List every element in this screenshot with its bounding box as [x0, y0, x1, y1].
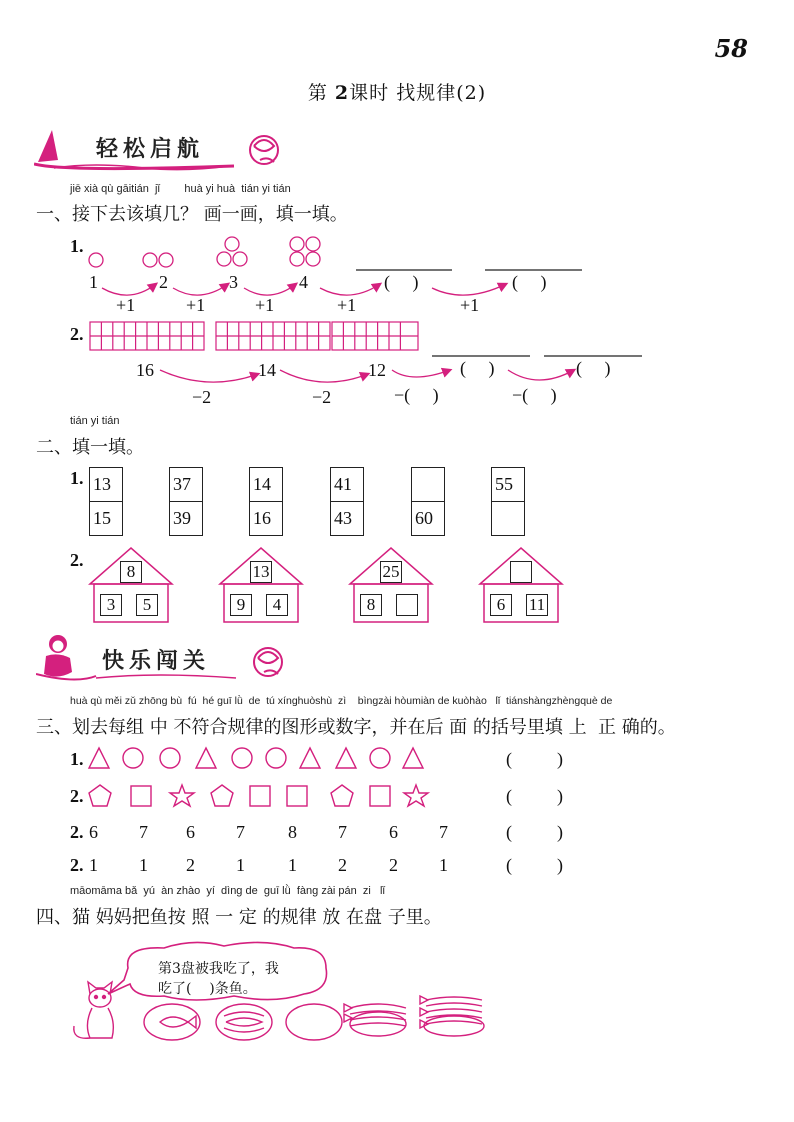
house-left-box: 3	[100, 594, 122, 616]
square-icon	[131, 786, 151, 806]
q2-heading: 二、填一填。	[36, 437, 144, 458]
sequence-number[interactable]: 1	[439, 855, 448, 875]
section-banner-start	[34, 126, 294, 172]
house-left-box: 8	[360, 594, 382, 616]
q3-row-label: 1.	[70, 749, 84, 769]
circle-icon	[225, 237, 239, 251]
sequence-number[interactable]: 2	[389, 855, 398, 875]
house-right-box: 5	[136, 594, 158, 616]
sequence-number[interactable]: 7	[338, 822, 347, 842]
seq1-step-label: +1	[116, 295, 136, 315]
house-top-box: 8	[120, 561, 142, 583]
q1-heading: 一、接下去该填几？ 画一画，填一填。	[36, 204, 348, 225]
sequence-number[interactable]: 7	[236, 822, 245, 842]
house-left-box: 6	[490, 594, 512, 616]
house-right-box[interactable]	[396, 594, 418, 616]
pair-bottom-box[interactable]	[491, 501, 525, 536]
q2-pinyin: tián yi tián	[70, 415, 120, 427]
pair-bottom-box: 43	[330, 501, 364, 536]
page-title	[0, 78, 794, 105]
house-top-box: 25	[380, 561, 402, 583]
triangle-icon	[403, 748, 423, 768]
circle-icon	[306, 252, 320, 266]
seq1-number: 1	[89, 272, 98, 292]
speech-bubble-line2: 吃了( )条鱼。	[158, 981, 257, 997]
plate-5-icon	[420, 996, 484, 1036]
cat-icon	[74, 982, 114, 1038]
q3-answer-blank[interactable]: ( )	[506, 786, 563, 806]
triangle-icon	[89, 748, 109, 768]
house-top-box[interactable]	[510, 561, 532, 583]
pair-bottom-box: 39	[169, 501, 203, 536]
plate-3-icon	[286, 1004, 342, 1040]
seq2-number: 12	[368, 360, 386, 380]
seq1-step-label: +1	[186, 295, 206, 315]
circle-icon	[123, 748, 143, 768]
q4-pinyin: māomāma bǎ yú àn zhào yí dìng de guī lǜ fàng zài pán zi lǐ	[70, 885, 385, 897]
q3-heading: 三、划去每组 中 不符合规律的图形或数字，并在后 面 的括号里填 上 正 确的。	[36, 717, 676, 738]
q3-row-label: 2.	[70, 855, 84, 875]
square-icon	[287, 786, 307, 806]
sequence-number[interactable]: 1	[236, 855, 245, 875]
sequence-number[interactable]: 2	[338, 855, 347, 875]
sequence-number[interactable]: 6	[389, 822, 398, 842]
plate-1-icon	[144, 1004, 200, 1040]
seq1-number: 2	[159, 272, 168, 292]
pair-top-box: 37	[169, 467, 203, 502]
pair-top-box: 41	[330, 467, 364, 502]
pair-top-box: 14	[249, 467, 283, 502]
seq1-number: 3	[229, 272, 238, 292]
q1-part2-label: 2.	[70, 324, 84, 344]
pair-bottom-box: 16	[249, 501, 283, 536]
seq2-step-blank[interactable]: −( )	[512, 385, 557, 405]
circle-icon	[143, 253, 157, 267]
shape-row-2	[86, 783, 436, 809]
circle-icon	[232, 748, 252, 768]
q3-answer-blank[interactable]: ( )	[506, 855, 563, 875]
speech-bubble-line1: 第3盘被我吃了，我	[158, 961, 279, 977]
seq2-number: 14	[258, 360, 276, 380]
circle-icon	[159, 253, 173, 267]
sequence-number[interactable]: 1	[89, 855, 98, 875]
circle-icon	[89, 253, 103, 267]
section-banner-challenge	[36, 632, 296, 684]
q2-part1-label: 1.	[70, 468, 84, 488]
seq2-answer-blank[interactable]: ( )	[576, 358, 611, 378]
triangle-icon	[196, 748, 216, 768]
seq1-step-label: +1	[255, 295, 275, 315]
sequence-number[interactable]: 1	[139, 855, 148, 875]
house-top-box: 13	[250, 561, 272, 583]
pentagon-icon	[211, 785, 233, 806]
circle-icon	[370, 748, 390, 768]
sequence-number[interactable]: 7	[439, 822, 448, 842]
square-icon	[370, 786, 390, 806]
pair-top-box: 55	[491, 467, 525, 502]
sequence-number[interactable]: 8	[288, 822, 297, 842]
q1-part1-label: 1.	[70, 236, 84, 256]
circle-icon	[306, 237, 320, 251]
grid-14-icon	[216, 322, 330, 350]
grid-12-icon	[332, 322, 418, 350]
star-icon	[404, 785, 428, 806]
banner-text: 轻松启航	[96, 137, 205, 162]
sequence-number[interactable]: 6	[186, 822, 195, 842]
seq2-step-blank[interactable]: −( )	[394, 385, 439, 405]
title-rest: 课时 找规律(2)	[349, 82, 487, 104]
pentagon-icon	[331, 785, 353, 806]
q3-row-label: 2.	[70, 822, 84, 842]
q3-row-label: 2.	[70, 786, 84, 806]
sequence-number[interactable]: 2	[186, 855, 195, 875]
cat-and-plates-illustration	[64, 938, 504, 1046]
seq1-step-label: +1	[460, 295, 480, 315]
plate-4-icon	[344, 1004, 406, 1036]
circle-icon	[290, 237, 304, 251]
seq2-answer-blank[interactable]: ( )	[460, 358, 495, 378]
triangle-icon	[300, 748, 320, 768]
seq2-step-label: −2	[192, 387, 212, 407]
seq1-answer-blank[interactable]: ( )	[384, 272, 419, 292]
sequence-number[interactable]: 7	[139, 822, 148, 842]
pentagon-icon	[89, 785, 111, 806]
square-icon	[250, 786, 270, 806]
q4-heading: 四、猫 妈妈把鱼按 照 一 定 的规律 放 在盘 子里。	[36, 907, 442, 928]
circle-icon	[217, 252, 231, 266]
triangle-icon	[336, 748, 356, 768]
plate-2-icon	[216, 1004, 272, 1040]
banner-text: 快乐闯关	[102, 649, 211, 674]
house-right-box: 11	[526, 594, 548, 616]
q3-answer-blank[interactable]: ( )	[506, 822, 563, 842]
q2-part2-label: 2.	[70, 550, 84, 570]
house-left-box: 9	[230, 594, 252, 616]
seq1-number: 4	[299, 272, 308, 292]
seq1-step-label: +1	[337, 295, 357, 315]
shape-row-1	[86, 746, 436, 772]
q3-answer-blank[interactable]: ( )	[506, 749, 563, 769]
grid-16-icon	[90, 322, 204, 350]
title-prefix: 第	[307, 82, 328, 104]
seq1-answer-blank[interactable]: ( )	[512, 272, 547, 292]
circle-icon	[160, 748, 180, 768]
pair-top-box: 13	[89, 467, 123, 502]
q3-pinyin: huà qù měi zǔ zhōng bù fú hé guī lǜ de tú xínghuòshù zì bìngzài hòumiàn de kuòhào lǐ tiánshàngzhèngquè de	[70, 695, 613, 707]
pair-bottom-box: 60	[411, 501, 445, 536]
house-right-box: 4	[266, 594, 288, 616]
pair-top-box[interactable]	[411, 467, 445, 502]
q1-pinyin: jiē xià qù gāitián jǐ huà yi huà tián yi tián	[70, 183, 291, 195]
star-icon	[170, 785, 194, 806]
circle-icon	[266, 748, 286, 768]
sequence-number[interactable]: 6	[89, 822, 98, 842]
seq2-step-label: −2	[312, 387, 332, 407]
circle-icon	[233, 252, 247, 266]
title-lesson-number: 2	[334, 82, 350, 104]
sequence-number[interactable]: 1	[288, 855, 297, 875]
circle-icon	[290, 252, 304, 266]
seq2-number: 16	[136, 360, 154, 380]
pair-bottom-box: 15	[89, 501, 123, 536]
page-number: 58	[714, 34, 748, 63]
